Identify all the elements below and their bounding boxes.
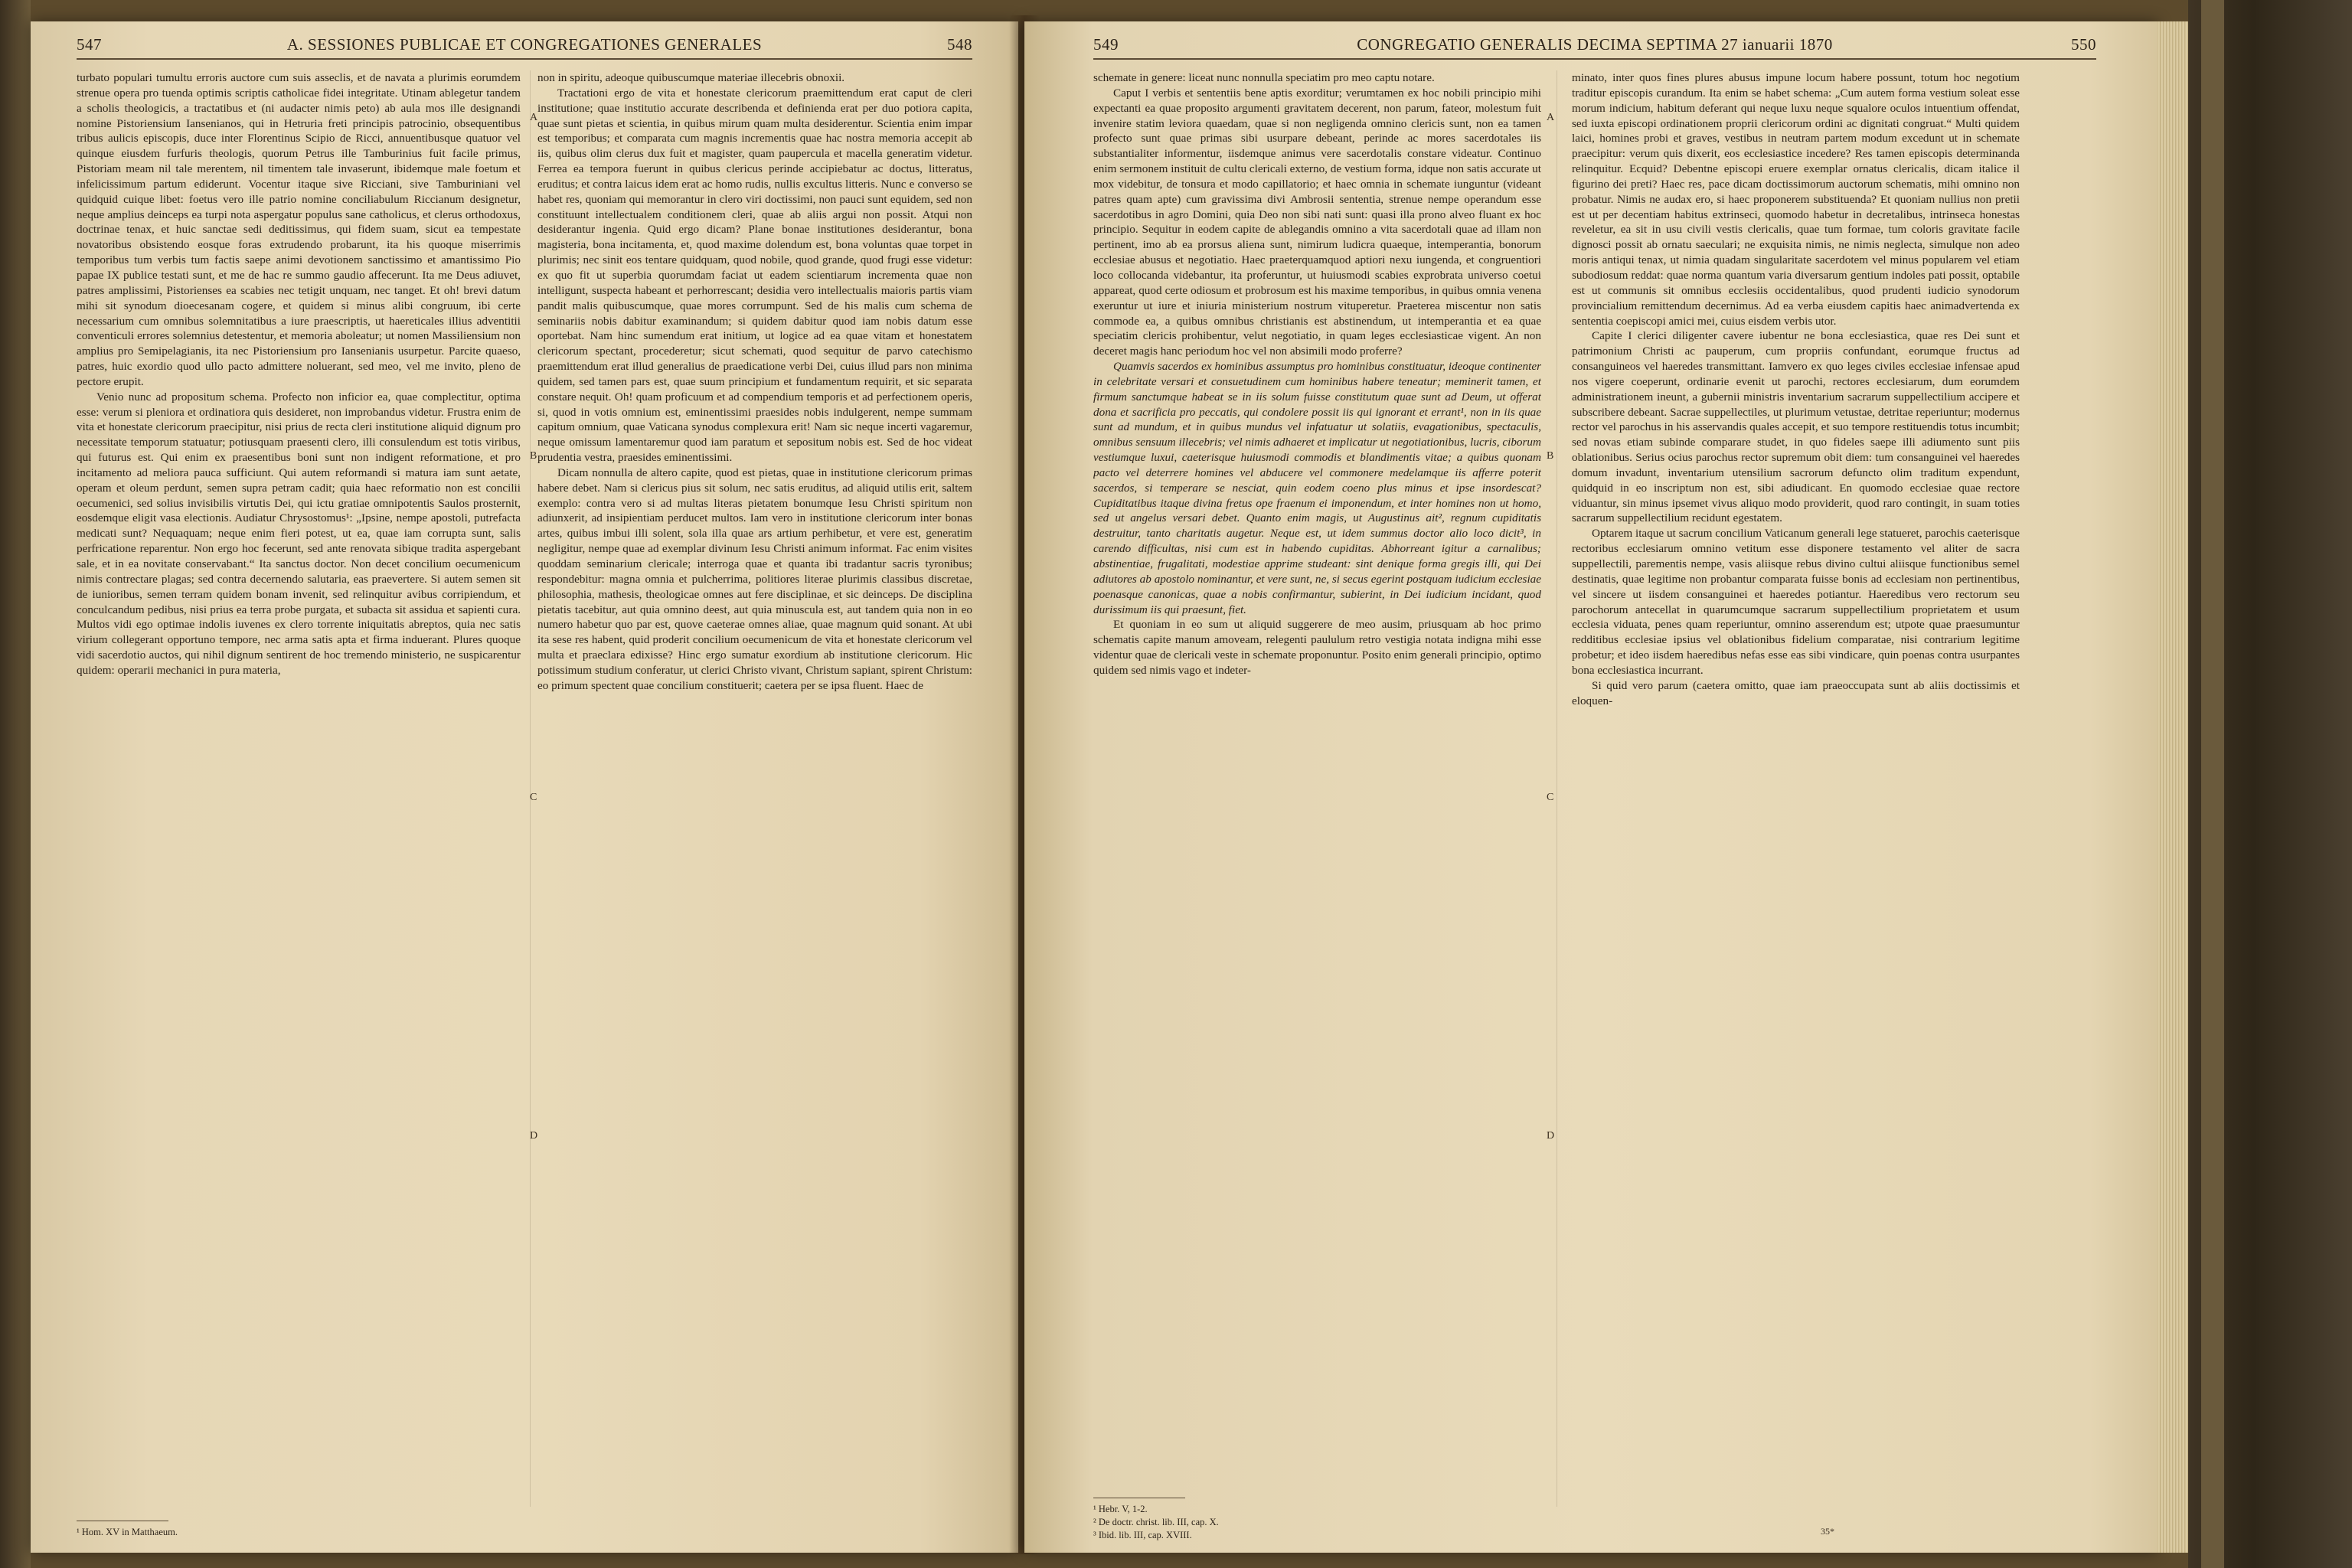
margin-marker-b: B (530, 450, 537, 462)
footnote: ¹ Hom. XV in Matthaeum. (77, 1527, 178, 1537)
left-page-column-1 (77, 70, 521, 1507)
column-divider (530, 70, 531, 1507)
page-number-548: 548 (947, 35, 972, 54)
italic-paragraph: Quamvis sacerdos ex hominibus assumptus pro hominibus constituatur, ideoque continenter in celebritate versari et consuetudinem cum hominibus habere teneatur; meminerit tamen, et firmum sanctumque habeat se in iis solum fuisse constitutum quae sunt ad Deum, ut offerat dona et sacrificia pro peccatis, qui condolere possit iis qui ignorant et errant¹, non in iis quae sunt ad mundum, et in quibus mundus vel infatuatur ut solatiis, evagationibus, spectaculis, omnibus sensuum illecebris; vel nimis adhaeret et implicatur ut negotiationibus, lucris, ciborum vestiumque luxui, caeterisque huiusmodi commodis et blandimentis vitae; a quibus quonam pacto vel deterrere homines vel abducere vel commonere medelamque iis afferre poterit sacerdos, si temperare se nesciat, quin eodem coeno plus minus et ipse insordescat? Cupiditatibus itaque divina fretus ope fraenum ei imponendum, et inter homines non ut homo, sed ut angelus versari debet. Quanto enim magis, ut Augustinus ait², regnum cupiditatis destruitur, tanto charitatis augetur. Neque est, ut idem summus doctor alio loco dicit³, in carendo difficultas, nisi cum est in habendo cupiditas. Abhorreant igitur a carnalibus; abstinentiae, frugalitati, modestiae apprime studeant: sint denique forma gregis illi, qui Dei adiutores ab apostolo nominantur, et vere sunt, ne, si secus egerint postquam iudicium ecclesiae poenasque canonicas, quae a nobis confirmantur, subierint, in Dei iudicium incidant, quod durissimum iis qui praesunt, fiet. (1093, 360, 1541, 616)
margin-marker-d: D (530, 1130, 538, 1142)
margin-marker-c: C (1547, 792, 1554, 803)
left-page-body (77, 70, 972, 1507)
paragraph: turbato populari tumultu erroris auctore cum suis asseclis, et de navata a plurimis eorumdem strenue opera pro tuenda optimis scriptis catholicae fidei integritate. Utinam ablegetur tandem a scholis theologicis, a tractatibus et (ni audacter nimis peto) ab aula mos ille designandi nomine Pistoriensium Iansenianos, qui in Hetruria freti principis patrocinio, obsequentibus tribus aulicis episcopis, duce inter Florentinus Scipio de Ricci, annuentibusque quatuor vel quinque eiusdem furfuris theologis, quorum Petrus ille Tamburinius fuit facile primus, Pistoriam meam nil tale merentem, nil timentem tale invaserunt, ibidemque male foetum et infelicissimum partum ediderunt. Vocentur itaque sive Ricciani, sive Tamburiniani vel quidquid cuique libet: foetus vero ille patrio nomine conciliabulum Riccianum designetur, neque amplius deinceps ea turpi nota aspergatur populus sane catholicus, et clerus orthodoxus, doctrinae tenax, et huic sanctae sedi deditissimus, qui fidem suam, sicut ea tempestate novatoribus obsistendo eosque foras extrudendo probarunt, ita his quoque miserrimis temporibus tum verbis tum factis saepe animi devotionem sanctissimo et amantissimo Pio papae IX publice testati sunt, et me de hac re summo gaudio affecerunt. Ita me Deus adiuvet, patres amplissimi, Pistorienses ea scabies nec tetigit unquam, nec tanget. Et oh! brevi datum mihi sit synodum dioecesanam cogere, et quidem si minus alibi congruum, ibi certe necessarium cum omnibus solemnitatibus a iure praescriptis, ut haereticales illius adventitii conventiculi errores solemnius detestentur, et memoria aboleatur; ut nomen Massiliensium non amplius pro Semipelagianis, ita nec Pistoriensium pro Iansenianis usurpetur. Parcite quaeso, patres, huic exordio quod ullo pacto admittere noluerant, sed meo, vel me invito, pleno de pectore erupit. (77, 71, 521, 388)
left-footnotes (77, 1521, 505, 1539)
margin-marker-c: C (530, 792, 537, 803)
page-number-547: 547 (77, 35, 102, 54)
running-title-left: A. SESSIONES PUBLICAE ET CONGREGATIONES GENERALES (286, 35, 763, 54)
paragraph: Venio nunc ad propositum schema. Profecto non inficior ea, quae complectitur, optima esse: verum si pleniora et ordinatiora quis desideret, non improbandus videtur. Frustra enim de vita et honestate clericorum praecipitur, nisi prius de recta cleri institutione aliquid dignum pro necessitate temporum statuatur; potiusquam praesenti clero, illi consulendum est totis viribus, qui futurus est. Qui enim ex praesentibus boni sunt non indigent reformatione, et pro incitamento ad meliora pauca sufficiunt. Qui autem reformandi si matura iam sunt aetate, operam et oleum perdunt, semen supra petram cadit; quia haec reformatio non est concilii oecumenici, sed solius invisibilis virtutis Dei, qui ictu gratiae omnipotentis Saulos prosternit, eosdemque eligit vasa electionis. Audiatur Chrysostomus¹: „Ipsine, nempe apostoli, putrefacta medicati sunt? Nequaquam; neque enim fieri potest, ut ea, quae iam corrupta sunt, salis perfricatione reparentur. Non ergo hoc fecerunt, sed ante renovata sibique tradita aspergebant sale, et in ea novitate conservabant.“ Ita sanctus doctor. Non decet concilium oecumenicum nimis contrectare plagas; sed contra decernendo salutaria, eas praevertere. Si autem semen sit de iunioribus, semen terram quidem bonam invenit, sed relinquitur avibus corripiendum, et conculcandum pedibus, nisi prius ea terra probe purgata, et subacta sit assidua et sapienti cura. Multos vidi ego optimae indolis iuvenes ex clero torrente iniquitatis abreptos, quia nec satis virium collegerant opportuno tempore, nec arma satis apta et firma induerant. Plures quoque vidi sacerdotio auctos, qui nihil dignum sentirent de hoc tremendo ministerio, ne suspicarentur quidem: operarii mechanici in pura materia, (77, 390, 521, 677)
header-rule (77, 58, 972, 60)
footnote: ¹ Hebr. V, 1-2. (1093, 1504, 1148, 1514)
paragraph: Capite I clerici diligenter cavere iubentur ne bona ecclesiastica, quae res Dei sunt et patrimonium Christi ac pauperum, cum propriis confundant, eorumque fructus ad consanguineos vel haeredes transmittant. Iamvero ex quo leges civiles ecclesiae infensae apud nos vigere coeperunt, ordinarie evenit ut parochi, rectores ecclesiarum, dum eorumdem administrationem ineunt, a gubernii ministris inventarium sacrarum suppellectilium accipere et subscribere debeant. Sacrae suppellectiles, ut plurimum vetustae, detritae reperiuntur; modernus rector vel parochus in his asservandis quales accepit, et suo tempore restituendis totus incumbit; sed novas etiam subinde comparare studet, in quo fideles saepe illi adiumento sunt piis oblationibus. Serius ocius parochus rector supremum obit diem: tum consanguinei vel haeredes domum invadunt, inventarium utensilium sacrorum defuncto olim traditum expendunt, quidquid in eo inscriptum non est, sibi adiudicant. En quomodo ecclesiae quae rectore viduantur, sin minus ipsemet vivus aliquo modo providerit, quod raro contingit, in suam toties sacrarum suppellectilium recidunt egestatem. (1572, 329, 2020, 525)
paragraph: Optarem itaque ut sacrum concilium Vaticanum generali lege statueret, parochis caeterisque rectoribus ecclesiarum omnino vetitum esse disponere testamento vel aliter de sacra suppellectili, parementis nempe, vasis aliisque rebus divino cultui aliisque functionibus semel destinatis, quae legitime non probantur comparata fuisse bonis ad ecclesiam non pertinentibus, vel sincere ut iisdem consanguinei et haeredes potiantur. Haeredibus vero rectorum seu parochorum antecellat in quarumcumque sacrarum suppellectilium proprietatem et usum ecclesia viduata, penes quam reperiuntur, omnino asserendum est; utpote quae praesumuntur redditibus ecclesiae ipsius vel oblationibus fidelium comparatae, nisi contrarium legitime probetur; et ideo iisdem haeredibus nefas esse eas sibi vindicare, quin poenas contra usurpantes bona ecclesiastica incurrant. (1572, 527, 2020, 677)
left-page-header (77, 35, 972, 66)
page-number-549: 549 (1093, 35, 1119, 54)
signature-mark: 35* (1821, 1526, 1834, 1537)
page-number-550: 550 (2071, 35, 2096, 54)
margin-marker-a: A (1547, 112, 1555, 123)
page-edges (2158, 21, 2188, 1553)
margin-marker-b: B (1547, 450, 1554, 462)
right-footnotes (1093, 1498, 1522, 1542)
paragraph: Dicam nonnulla de altero capite, quod est pietas, quae in institutione clericorum primas habere debet. Nam si clericus pius sit solum, nec satis eruditus, ad aliquid utilis erit, saltem exemplo: contra vero si ad multas literas pietatem bonumque Iesu Christi spiritum non adiunxerit, ad insipientiam perducet multos. Iam vero in institutione clericorum inter bonas artes, quibus imbui illi solent, sola illa quae ars artium perhibetur, et vere est, generatim negligitur, nempe quae ad exemplar divinum Iesu Christi animum informat. Fac enim visites quoddam seminarium clericale; interroga quae et quanta ibi tradantur sacris tyronibus; respondebitur: magna omnia et pulcherrima, politiores literae plurimis classibus discretae, philosophia, mathesis, theologicae omnes aut fere disciplinae, et sic deinceps. De disciplina pietatis tacebitur, aut quia omnino deest, aut quia minuscula est, aut tandem quia non in eo numero habetur quo par est, quove caeterae omnes aliae, quae magnum quid sonant. At ubi ita sese res habent, quid proderit concilium oecumenicum de vita et honestate clericorum vel multa et praeclara edixisse? Hinc ergo sumatur exordium ab institutione clericorum. Hic potissimum studium conferatur, ut clerici Christo vivant, Christum sapiant, spirent Christum: eo primum spectent quae concilium constituerit; caetera per se ipsa fluent. Haec de (537, 466, 972, 692)
paragraph: Caput I verbis et sententiis bene aptis exorditur; verumtamen ex hoc nobili principio mihi expectanti ea quae proposito argumenti gravitatem decerent, non parum, fateor, molestum fuit invenire statim leviora quaedam, quae si non negligenda omnino clericis sunt, non ea tamen profecto sunt quae primas sibi usurpare debeant, perinde ac mores sacerdotales iis substantialiter informentur, iisdemque animus vere sacerdotalis constare videatur. Continuo enim sermonem instituit de cultu clericali externo, de vestium forma, idque non satis accurate ut mox videbitur, de tonsura et modo capillatorio; et haec omnia in schemate iunguntur (videant patres quam apte) cum gravissima divi Ambrosii sententia, strenue nempe operandum esse sacerdotibus in agro Domini, quia Deo non sibi nati sunt: quasi illa prono alveo fluant ex hoc principio. Sequitur in eodem capite de ablegandis omnino a vita sacerdotali quae ad illam non pertinent, imo ab ea prorsus aliena sunt, nimirum ludicra quaeque, intemperantia, bonorum ecclesiae abusus et negotiatio. Haec praeterquamquod aptiori nexu iungenda, et congruentiori loco collocanda videbantur, ita proferuntur, ut huiusmodi scabies exprobrata universo coetui appareat, quod certe odiosum et probrosum est his maxime temporibus, in quibus omnia venena exeruntur ut iure et iniuria ministerium nostrum vituperetur. Praeterea miscentur non satis commode ea, a quibus omnibus christianis est abstinendum, ut intemperantia et ea quae speciatim clericis prohibentur, velut negotiatio, in quam leges ecclesiasticae vigent. An non deceret magis hanc periodum hoc vel non absimili modo proferre? (1093, 86, 1541, 358)
paragraph: minato, inter quos fines plures abusus impune locum habere possunt, totum hoc negotium traditur episcopis curandum. Ita enim se habet schema: „Cum autem forma vestium soleat esse morum indicium, habitum deferant qui neque luxu neque squalore oculos intuentium offendat, sed iuxta episcopi ordinationem proprii clericorum ordini ac dignitati congruat.“ Multi quidem laici, homines probi et graves, vestibus in neutram partem modum excedunt ut in schemate praecipitur: verum quis dixerit, eos ecclesiasticе incedere? Res tamen episcopis determinanda relinquitur. Ecquid? Debentne episcopi eruere exemplar ornatus clericalis, dicam italice il figurino dei preti? Haec res, pace dicam doctissimorum auctorum schematis, mihi omnino non probatur. Nimis ne audax ero, si haec proponerem substituenda? Et quoniam nullius non pretii est ut per decentiam habitus extrinseci, quomodo habetur in decretalibus, intrinseca honestas reveletur, ea sit in usu civili vestis clericalis, quae tum formae, tum coloris gravitate facile dignosci possit ab ornatu saeculari; ne exquisita nimis, ne nimis neglecta, simulque non adeo moris antiqui tenax, ut nimia quadam singularitate sacerdotem vel minus popularem vel etiam subodiosum reddat: quae norma quantum varia diversarum gentium indoles pati possit, optabile est ut communis sit omnibus ecclesiis occidentalibus, quod prudenti iudicio synodorum provincialium remittendum decernimus. Ad ea verba eiusdem capitis haec animadvertenda ex sententia coepiscopi amici mei, cuius eisdem verbis utor. (1572, 71, 2020, 328)
right-page-column-1 (1093, 70, 1541, 1507)
cover-edge (2201, 0, 2224, 1568)
book-left-edge (0, 0, 31, 1568)
running-title-right: CONGREGATIO GENERALIS DECIMA SEPTIMA 27 ianuarii 1870 (1357, 35, 1833, 54)
left-page-column-2 (537, 70, 972, 1507)
paragraph: Si quid vero parum (caetera omitto, quae iam praeoccupata sunt ab aliis doctissimis et eloquen- (1572, 678, 2020, 707)
margin-marker-d: D (1547, 1130, 1555, 1142)
right-page (1024, 21, 2158, 1553)
paragraph: Et quoniam in eo sum ut aliquid suggerere de meo ausim, priusquam ab hoc primo schematis capite manum amoveam, relegenti paululum retro vestigia notata indigna mihi esse videntur quae de clericali veste in schemate proponuntur. Posito enim generali principio, optimo quidem sed nimis vago et indeter- (1093, 618, 1541, 677)
right-page-body (1093, 70, 2096, 1507)
left-page (31, 21, 1018, 1553)
header-rule (1093, 58, 2096, 60)
paragraph: schemate in genere: liceat nunc nonnulla speciatim pro meo captu notare. (1093, 71, 1435, 84)
footnote: ³ Ibid. lib. III, cap. XVIII. (1093, 1530, 1192, 1540)
right-page-header (1093, 35, 2096, 66)
margin-marker-a: A (530, 112, 538, 123)
footnote: ² De doctr. christ. lib. III, cap. X. (1093, 1517, 1219, 1527)
right-page-column-2 (1572, 70, 2020, 1507)
paragraph: non in spiritu, adeoque quibuscumque materiae illecebris obnoxii. (537, 71, 845, 84)
paragraph: Tractationi ergo de vita et honestate clericorum praemittendum erat caput de cleri institutione; quae institutio accurate describenda et definienda erat per duo potiora capita, quae sunt pietas et scientia, in quibus mirum quam multa desiderentur. Scientia enim impar est temporibus; et comparata cum magnis incrementis quae hac nostra memoria accepit ab iis, quibus olim clerus dux fuit et magister, quam paupercula et macella generatim videtur. Ferrea ea tempora fuerunt in quibus clericus perinde accipiebatur ac doctus, litteratus, eruditus; et contra laicus idem erat ac homo rudis, nullis excultus litteris. Nunc e converso se habet res, quoniam qui memorantur in clero viri doctissimi, non pauci sunt equidem, sed non constituunt intellectualem conditionem cleri, quae ab aliis argui non possit. Atqui non desiderantur ingenia. Quid ergo dicam? Plane bonae institutiones desiderantur, bona magisteria, bona incitamenta, et, quod maxime dolendum est, bona voluntas quae torpet in plurimis; nec sinit eos tentare quidquam, quod nobile, quod grande, quod frugi esse videtur: ex quo fit ut superbia quorumdam faciat ut eadem scientiarum incrementa quae non intelligunt, suspecta habeant et perhorrescant; desidia vero intellectualis maioris partis viam pandit malis quibuscumque, quae mores corrumpunt. Sed de his malis cum schema de seminariis nobis dabitur examinandum; si quidem dabitur quod iam nobis datum esse oportebat. Nam hinc sumendum erat initium, ut logice ad ea quae vitam et honestatem clericorum spectant, procederetur; sicut schemati, quod sequitur de parvo catechismo praemittendum erat illud generalius de praedicatione verbi Dei, cuius illud pars non minima quidem, sed tamen pars est, quae suum principium et fundamentum requirit, et sic separata constare nequit. Oh! quam proficuum et ad compendium temporis et ad perfectionem operis, si, quod in votis omnium est, eminentissimi praesides nobis indulgerent, nempe summam capitum omnium, quae Vaticana synodus complexura erit! Nam sic neque incerti vagaremur, neque omissum lamentaremur quod iam paratum et sepositum nobis est. Sed de hoc videat prudentia vestra, praesides eminentissimi. (537, 86, 972, 465)
